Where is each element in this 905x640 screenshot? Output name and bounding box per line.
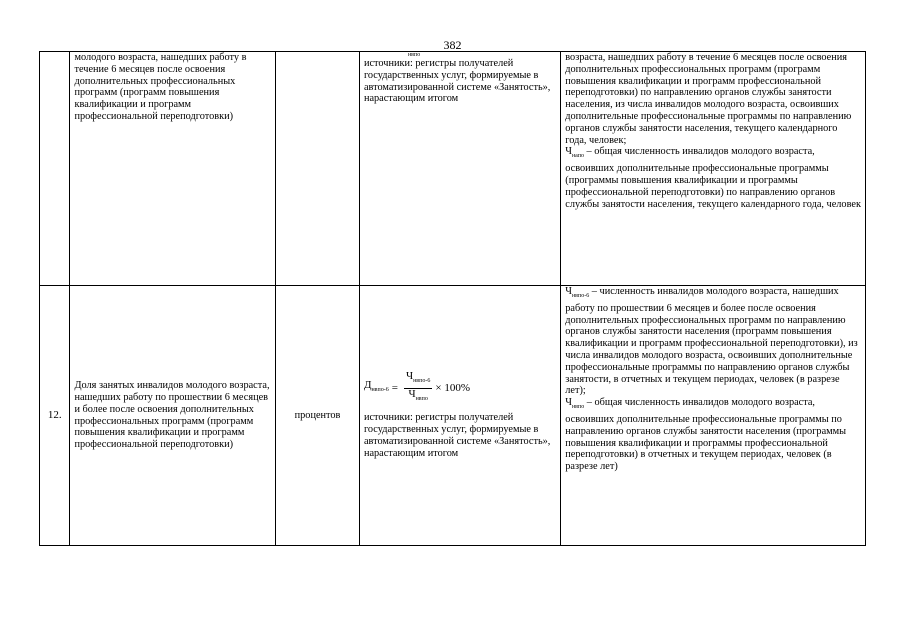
cell-formula <box>359 52 560 286</box>
indicator-name: Доля занятых инвалидов молодого возраста, нашедших работу по прошествии 6 месяцев и более после освоения дополнительных профессиональных программ (программ повышения квалификации и программ профессиональной переподготовки) <box>74 380 270 451</box>
variable-subscript: нвпо-6 <box>571 293 590 300</box>
formula-lhs: $Д_{нвпо-6}$ <box>363 379 389 394</box>
cell-description <box>561 52 866 286</box>
indicators-table <box>39 51 866 546</box>
cell-name <box>70 286 276 546</box>
formula: $Д_{нвпо-6}$ = $\frac{Ч_{нвпо-6}}{Ч_{нвпо}}$ × 100% <box>364 371 556 406</box>
cell-formula <box>359 286 560 546</box>
cell-number <box>40 52 70 286</box>
cell-number: 12. <box>40 286 70 546</box>
formula-fraction: $\frac{Ч_{нвпо-6}}{Ч_{нвпо}}$ <box>405 370 431 403</box>
cell-description <box>561 286 866 546</box>
sources-text: источники: регистры получателей государственных услуг, формируемые в автоматизированной системе «Занятость», нарастающим итогом <box>363 58 551 105</box>
page-number: 382 <box>443 38 462 52</box>
variable-description: – общая численность инвалидов молодого возраста, освоивших дополнительные профессиональные программы (программы повышения квалификации и программы профессиональной переподготовки) по направлению органов службы занятости населения, текущего календарного года, человек <box>565 146 861 210</box>
variable-symbol: Ч <box>565 146 572 158</box>
variable-symbol: Ч <box>565 286 572 297</box>
sources-text: источники: регистры получателей государственных услуг, формируемые в автоматизированной системе «Занятость», нарастающим итогом <box>363 412 551 459</box>
table-row <box>40 52 866 286</box>
cell-unit <box>276 52 360 286</box>
variable-description: – общая численность инвалидов молодого возраста, освоивших дополнительные профессиональные программы по направлению органов службы занятости населения (программы повышения квалификации и программы профессиональной переподготовки) в отчетных и текущем периодах, человек (в разрезе лет) <box>565 397 847 473</box>
cell-unit: процентов <box>276 286 360 546</box>
formula-multiplier: × 100% <box>435 382 470 394</box>
variable-description: – численность инвалидов молодого возраста, нашедших работу по прошествии 6 месяцев и более после освоения дополнительных профессиональных программ по направлению органов службы занятости населения (программ повышения квалификации и программ профессиональной переподготовки), из числа инвалидов молодого возраста, освоивших дополнительные профессиональные программы по направлению органов службы занятости, в отчетных и текущем периодах, человек (в разрезе лет); <box>565 286 858 397</box>
variable-description: возраста, нашедших работу в течение 6 месяцев после освоения дополнительных профессиональных программ (программ повышения квалификации и программ профессиональной переподготовки) по направлению органов службы занятости населения, из числа инвалидов молодого возраста, освоивших дополнительные профессиональные программы по направлению органов службы занятости населения, текущего календарного года, человек; <box>565 52 852 146</box>
formula-fragment: нвпо <box>407 52 421 58</box>
variable-symbol: Ч <box>565 397 572 409</box>
indicator-name: молодого возраста, нашедших работу в течение 6 месяцев после освоения дополнительных профессиональных программ (программ повышения квалификации и программ профессиональной переподготовки) <box>74 52 247 122</box>
variable-subscript: напо <box>571 153 584 160</box>
cell-name <box>70 52 276 286</box>
variable-subscript: нвпо <box>571 404 585 411</box>
table-row <box>40 286 866 546</box>
